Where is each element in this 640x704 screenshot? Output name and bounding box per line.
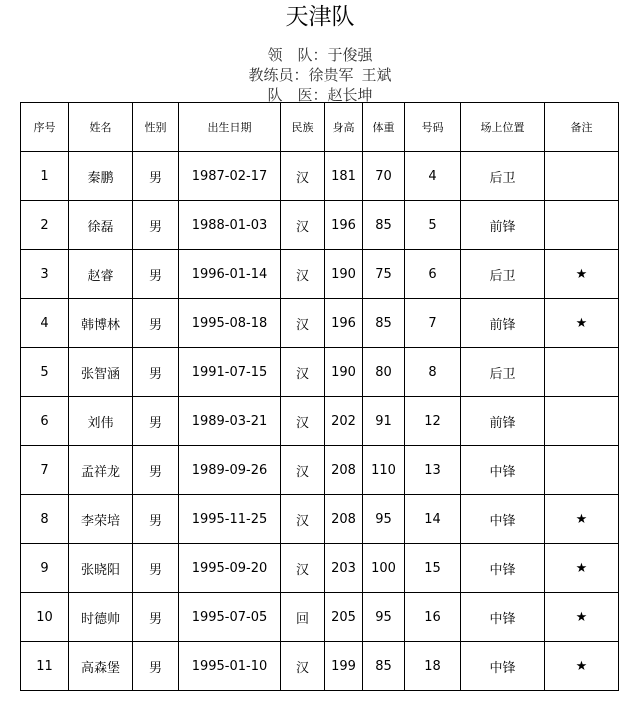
cell-ethnicity: 汉 (281, 201, 325, 250)
cell-ethnicity: 汉 (281, 544, 325, 593)
team-leader-name: 于俊强 (327, 46, 373, 64)
cell-name: 刘伟 (69, 397, 133, 446)
cell-index: 8 (21, 495, 69, 544)
cell-index: 4 (21, 299, 69, 348)
cell-name: 秦鹏 (69, 152, 133, 201)
cell-position: 中锋 (461, 446, 545, 495)
cell-name: 孟祥龙 (69, 446, 133, 495)
cell-ethnicity: 汉 (281, 397, 325, 446)
cell-gender: 男 (133, 152, 179, 201)
cell-gender: 男 (133, 446, 179, 495)
cell-gender: 男 (133, 348, 179, 397)
cell-weight: 91 (363, 397, 405, 446)
cell-index: 3 (21, 250, 69, 299)
header-position: 场上位置 (461, 103, 545, 152)
cell-weight: 85 (363, 299, 405, 348)
cell-height: 190 (325, 250, 363, 299)
cell-weight: 75 (363, 250, 405, 299)
coach-name-2: 王斌 (361, 66, 392, 84)
cell-position: 中锋 (461, 593, 545, 642)
cell-birthdate: 1989-09-26 (179, 446, 281, 495)
cell-position: 后卫 (461, 348, 545, 397)
cell-number: 16 (405, 593, 461, 642)
table-row (21, 495, 619, 544)
cell-index: 6 (21, 397, 69, 446)
cell-weight: 85 (363, 201, 405, 250)
cell-birthdate: 1996-01-14 (179, 250, 281, 299)
cell-number: 7 (405, 299, 461, 348)
coach-label: 教练员： (248, 66, 309, 84)
table-row (21, 152, 619, 201)
cell-index: 1 (21, 152, 69, 201)
cell-ethnicity: 汉 (281, 299, 325, 348)
cell-weight: 80 (363, 348, 405, 397)
cell-remarks (545, 348, 619, 397)
cell-birthdate: 1995-01-10 (179, 642, 281, 691)
cell-remarks: ★ (545, 299, 619, 348)
header-birthdate: 出生日期 (179, 103, 281, 152)
cell-weight: 95 (363, 495, 405, 544)
cell-name: 韩博林 (69, 299, 133, 348)
cell-index: 11 (21, 642, 69, 691)
cell-number: 14 (405, 495, 461, 544)
cell-remarks: ★ (545, 250, 619, 299)
cell-name: 徐磊 (69, 201, 133, 250)
cell-remarks (545, 397, 619, 446)
cell-gender: 男 (133, 593, 179, 642)
table-row (21, 642, 619, 691)
cell-index: 5 (21, 348, 69, 397)
table-row (21, 348, 619, 397)
table-row (21, 299, 619, 348)
cell-remarks: ★ (545, 642, 619, 691)
cell-number: 5 (405, 201, 461, 250)
table-row (21, 250, 619, 299)
cell-index: 7 (21, 446, 69, 495)
coach-line (0, 64, 640, 86)
header-weight: 体重 (363, 103, 405, 152)
header-name: 姓名 (69, 103, 133, 152)
cell-gender: 男 (133, 495, 179, 544)
cell-height: 196 (325, 299, 363, 348)
cell-height: 202 (325, 397, 363, 446)
cell-name: 李荣培 (69, 495, 133, 544)
cell-birthdate: 1995-09-20 (179, 544, 281, 593)
cell-name: 赵睿 (69, 250, 133, 299)
cell-gender: 男 (133, 201, 179, 250)
table-row (21, 446, 619, 495)
cell-ethnicity: 汉 (281, 446, 325, 495)
table-row (21, 201, 619, 250)
cell-position: 中锋 (461, 642, 545, 691)
cell-position: 中锋 (461, 495, 545, 544)
cell-remarks: ★ (545, 593, 619, 642)
cell-birthdate: 1995-11-25 (179, 495, 281, 544)
cell-remarks (545, 446, 619, 495)
cell-weight: 95 (363, 593, 405, 642)
cell-remarks: ★ (545, 495, 619, 544)
cell-weight: 85 (363, 642, 405, 691)
header-remarks: 备注 (545, 103, 619, 152)
header-number: 号码 (405, 103, 461, 152)
header-height: 身高 (325, 103, 363, 152)
cell-name: 张晓阳 (69, 544, 133, 593)
page-title: 天津队 (285, 4, 355, 30)
cell-gender: 男 (133, 642, 179, 691)
cell-name: 高森堡 (69, 642, 133, 691)
cell-index: 2 (21, 201, 69, 250)
cell-height: 199 (325, 642, 363, 691)
table-row (21, 593, 619, 642)
cell-position: 后卫 (461, 250, 545, 299)
cell-remarks (545, 152, 619, 201)
cell-gender: 男 (133, 250, 179, 299)
roster-table (20, 102, 619, 691)
cell-number: 12 (405, 397, 461, 446)
table-row (21, 544, 619, 593)
cell-birthdate: 1987-02-17 (179, 152, 281, 201)
team-doctor-name: 赵长坤 (327, 86, 373, 104)
cell-number: 15 (405, 544, 461, 593)
cell-ethnicity: 汉 (281, 642, 325, 691)
cell-height: 181 (325, 152, 363, 201)
cell-height: 196 (325, 201, 363, 250)
cell-ethnicity: 回 (281, 593, 325, 642)
cell-position: 后卫 (461, 152, 545, 201)
cell-position: 前锋 (461, 299, 545, 348)
header-gender: 性别 (133, 103, 179, 152)
cell-height: 208 (325, 446, 363, 495)
cell-height: 205 (325, 593, 363, 642)
cell-birthdate: 1989-03-21 (179, 397, 281, 446)
cell-gender: 男 (133, 299, 179, 348)
cell-remarks (545, 201, 619, 250)
table-row (21, 397, 619, 446)
cell-birthdate: 1988-01-03 (179, 201, 281, 250)
cell-position: 中锋 (461, 544, 545, 593)
cell-number: 4 (405, 152, 461, 201)
cell-ethnicity: 汉 (281, 495, 325, 544)
cell-number: 18 (405, 642, 461, 691)
cell-weight: 100 (363, 544, 405, 593)
table-header-row (21, 103, 619, 152)
cell-birthdate: 1995-08-18 (179, 299, 281, 348)
team-doctor-label: 队 医： (267, 86, 328, 104)
header-ethnicity: 民族 (281, 103, 325, 152)
cell-remarks: ★ (545, 544, 619, 593)
cell-position: 前锋 (461, 201, 545, 250)
cell-ethnicity: 汉 (281, 250, 325, 299)
cell-gender: 男 (133, 397, 179, 446)
cell-gender: 男 (133, 544, 179, 593)
cell-ethnicity: 汉 (281, 348, 325, 397)
cell-weight: 70 (363, 152, 405, 201)
cell-birthdate: 1991-07-15 (179, 348, 281, 397)
cell-height: 190 (325, 348, 363, 397)
cell-index: 9 (21, 544, 69, 593)
cell-name: 时德帅 (69, 593, 133, 642)
cell-position: 前锋 (461, 397, 545, 446)
cell-index: 10 (21, 593, 69, 642)
cell-number: 13 (405, 446, 461, 495)
cell-height: 208 (325, 495, 363, 544)
cell-birthdate: 1995-07-05 (179, 593, 281, 642)
cell-ethnicity: 汉 (281, 152, 325, 201)
cell-weight: 110 (363, 446, 405, 495)
team-leader-line (0, 44, 640, 66)
cell-name: 张智涵 (69, 348, 133, 397)
header-index: 序号 (21, 103, 69, 152)
cell-height: 203 (325, 544, 363, 593)
team-leader-label: 领 队： (267, 46, 328, 64)
coach-name-1: 徐贵军 (308, 66, 354, 84)
cell-number: 8 (405, 348, 461, 397)
cell-number: 6 (405, 250, 461, 299)
